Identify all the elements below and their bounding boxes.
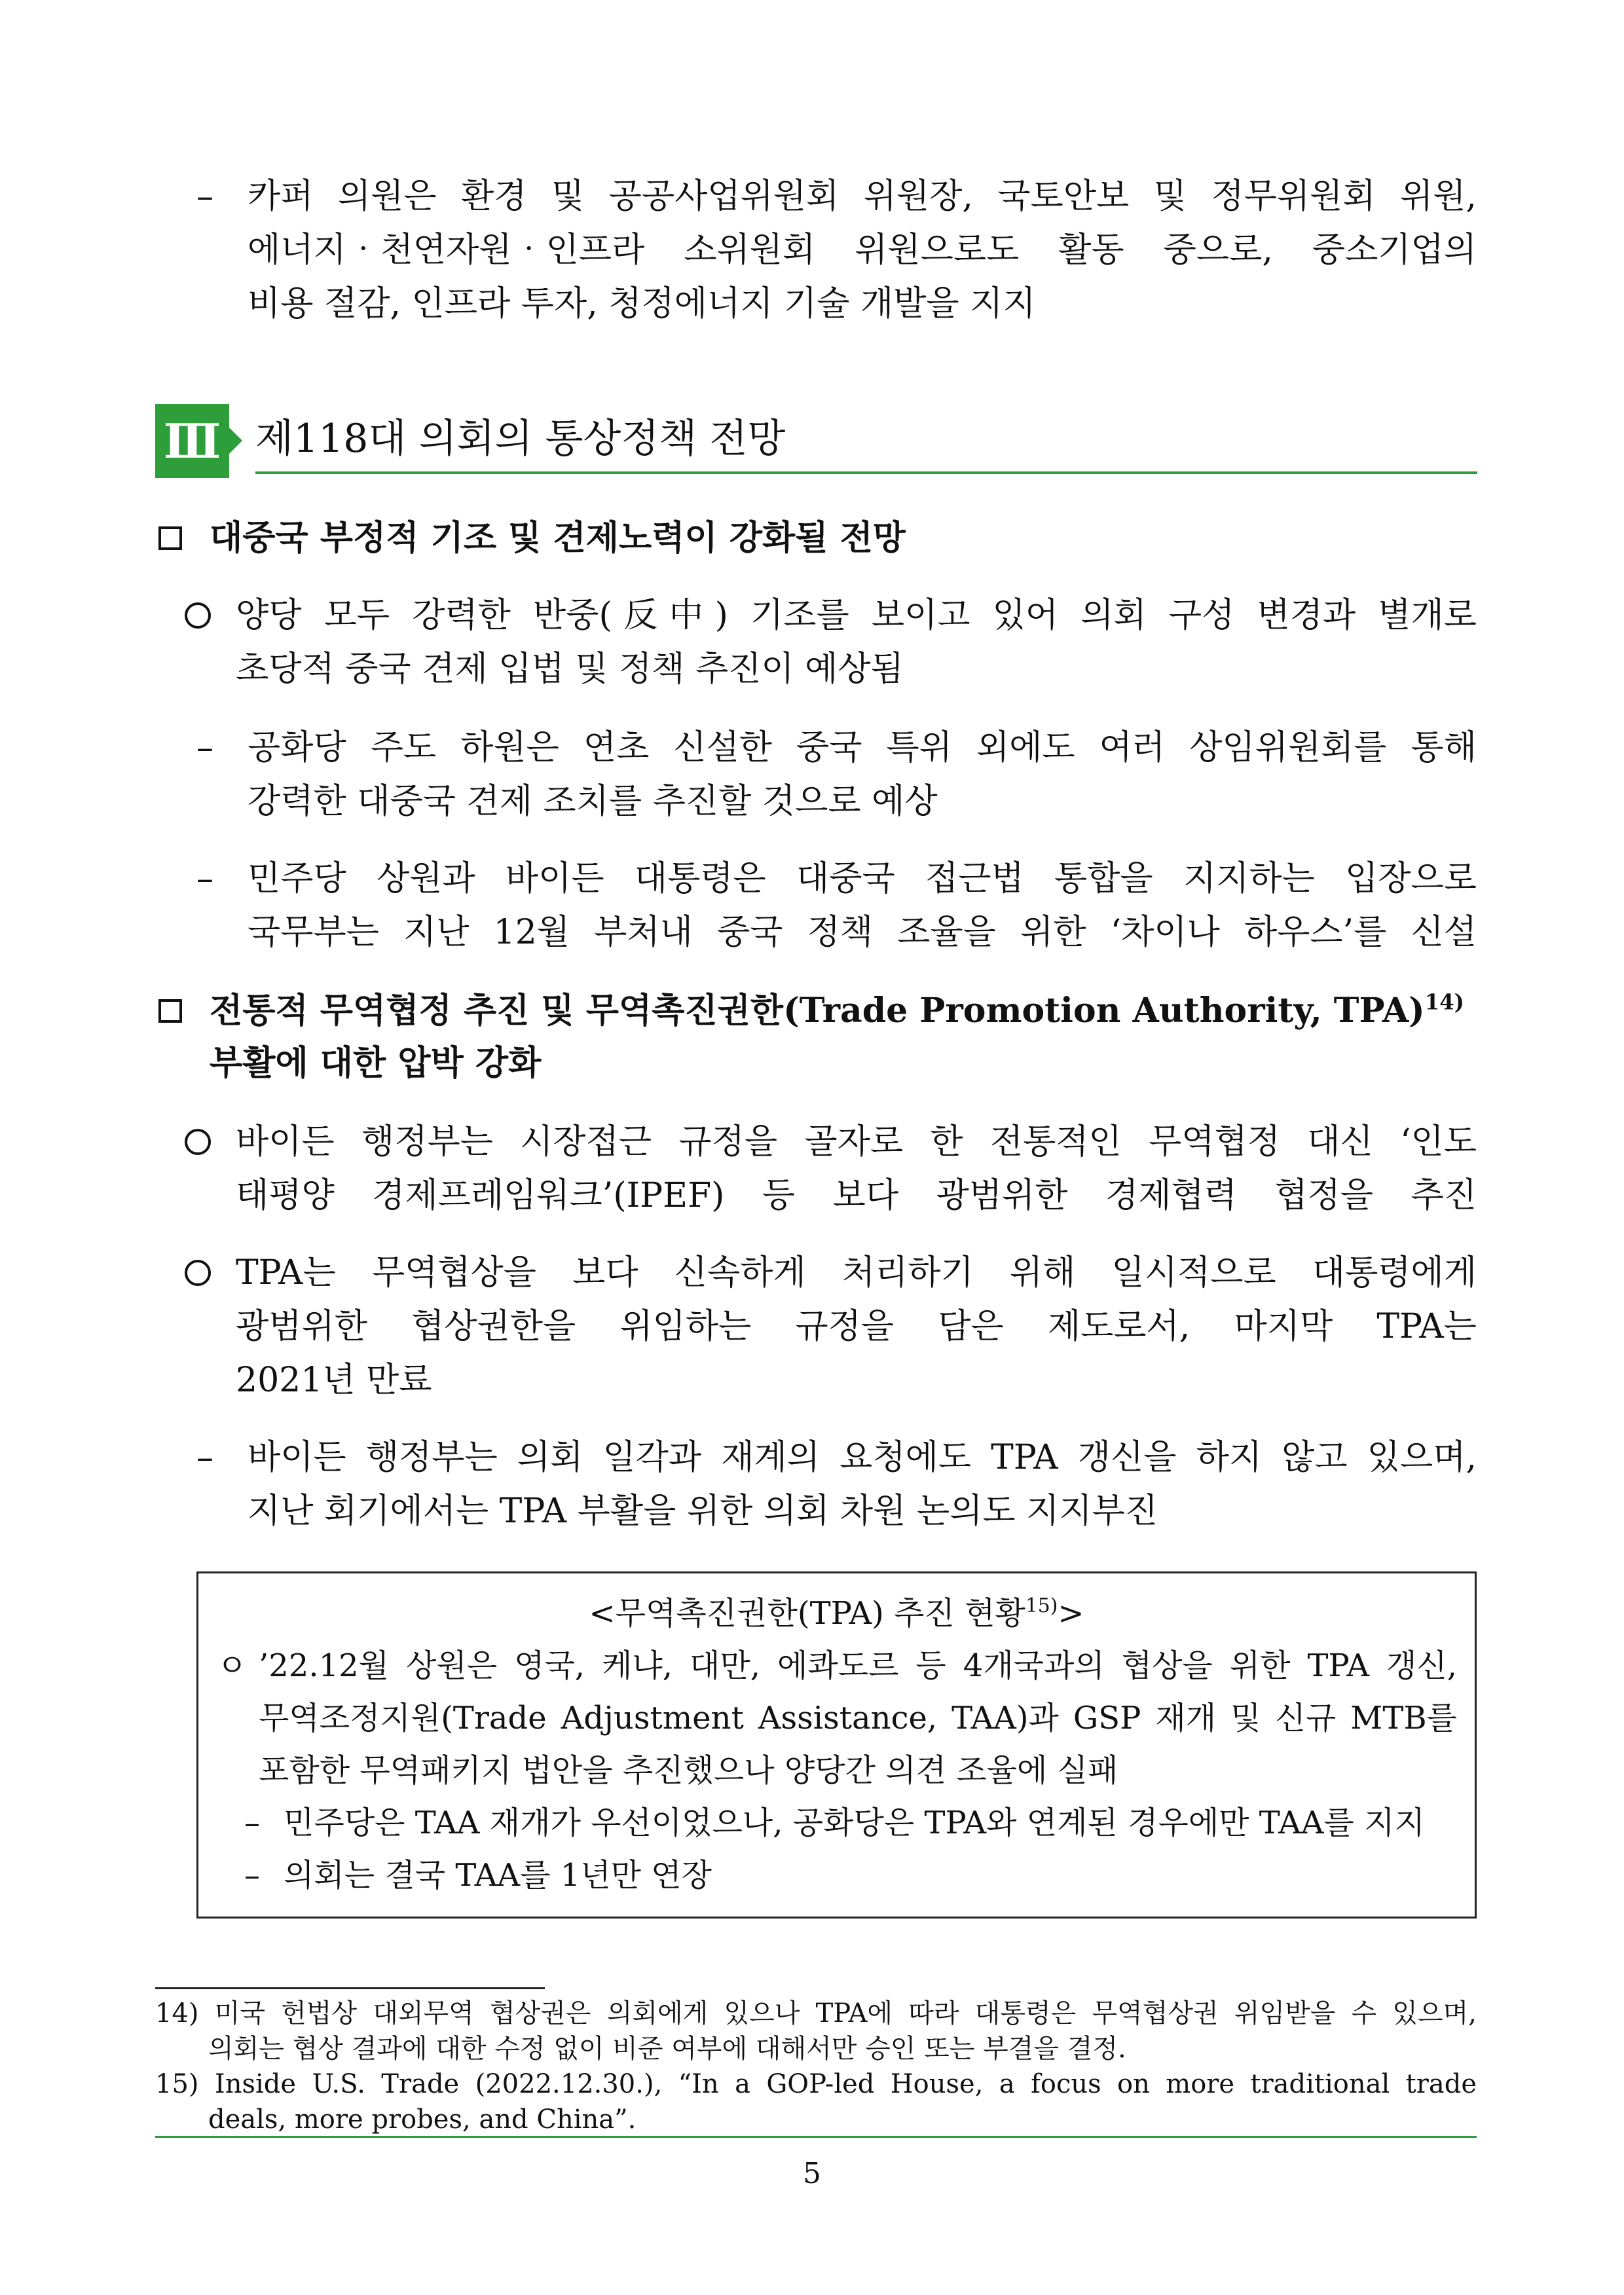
topic2-sub1-line2: 지난 회기에서는 TPA 부활을 위한 의회 차원 논의도 지지부진 [248, 1492, 1158, 1531]
footer-rule [155, 2136, 1477, 2138]
footnote-ref-15[interactable]: 15) [1025, 1594, 1058, 1618]
footnote-14-line1: 14) 미국 헌법상 대외무역 협상권은 의회에게 있으나 TPA에 따라 대통령은 무역협상권 위임받을 수 있으며, [155, 1998, 1477, 2029]
section-title: 제118대 의회의 통상정책 전망 [255, 416, 786, 462]
box-item1-line1: ’22.12월 상원은 영국, 케냐, 대만, 에콰도르 등 4개국과의 협상을 위한 TPA 갱신, [259, 1647, 1458, 1684]
topic2-sub1-line1: 바이든 행정부는 의회 일각과 재계의 요청에도 TPA 갱신을 하지 않고 있으며, [248, 1438, 1477, 1477]
square-bullet [158, 999, 182, 1023]
topic2-point2-line2: 광범위한 협상권한을 위임하는 규정을 담은 제도로서, 마지막 TPA는 [236, 1307, 1477, 1346]
circle-bullet [185, 1260, 211, 1286]
box-title-close: > [1058, 1595, 1084, 1632]
section-number-badge [155, 404, 229, 478]
square-bullet [158, 526, 182, 550]
topic1-point1-line1: 양당 모두 강력한 반중(反中) 기조를 보이고 있어 의회 구성 변경과 별개로 [236, 596, 1477, 635]
footnote-15-line1: 15) Inside U.S. Trade (2022.12.30.), “In a GOP-led House, a focus on more traditional trade [155, 2069, 1477, 2099]
dash-marker: – [196, 728, 213, 767]
footnote-ref-14[interactable]: 14) [1424, 989, 1464, 1015]
tpa-status-box [196, 1571, 1477, 1919]
intro-line-2: 에너지‧천연자원‧인프라 소위원회 위원으로도 활동 중으로, 중소기업의 [248, 230, 1477, 270]
box-sub2: 의회는 결국 TAA를 1년만 연장 [284, 1857, 712, 1894]
page-number: 5 [803, 2157, 821, 2190]
topic2-point2-line1: TPA는 무역협상을 보다 신속하게 처리하기 위해 일시적으로 대통령에게 [236, 1253, 1477, 1293]
box-item1-line3: 포함한 무역패키지 법안을 추진했으나 양당간 의견 조율에 실패 [259, 1752, 1118, 1789]
topic1-point1-line2: 초당적 중국 견제 입법 및 정책 추진이 예상됨 [236, 650, 904, 689]
box-item1-line2: 무역조정지원(Trade Adjustment Assistance, TAA)과 GSP 재개 및 신규 MTB를 [259, 1700, 1457, 1736]
topic2-heading-line2: 부활에 대한 압박 강화 [210, 1043, 542, 1083]
box-title-text: <무역촉진권한(TPA) 추진 현황 [589, 1595, 1025, 1632]
box-title [198, 1588, 1475, 1639]
footnote-separator [155, 1987, 545, 1989]
topic2-heading-text: 전통적 무역협정 추진 및 무역촉진권한(Trade Promotion Authority, TPA) [210, 991, 1425, 1031]
dash-marker: – [196, 859, 213, 898]
topic1-heading: 대중국 부정적 기조 및 견제노력이 강화될 전망 [210, 518, 906, 558]
dash-marker: – [196, 177, 213, 216]
section-title-underline [255, 471, 1477, 474]
topic2-heading-line1 [210, 985, 1464, 1037]
box-sub-dash: – [244, 1805, 260, 1841]
footnote-15-line2: deals, more probes, and China”. [208, 2104, 637, 2135]
topic2-point2-line3: 2021년 만료 [236, 1361, 432, 1400]
section-number: Ⅲ [163, 413, 221, 469]
topic2-point1-line2: 태평양 경제프레임워크’(IPEF) 등 보다 광범위한 경제협력 협정을 추진 [236, 1176, 1477, 1215]
box-bullet-marker: ㅇ [217, 1647, 248, 1684]
topic1-sub2-line1: 민주당 상원과 바이든 대통령은 대중국 접근법 통합을 지지하는 입장으로 [248, 859, 1477, 898]
footnote-14-line2: 의회는 협상 결과에 대한 수정 없이 비준 여부에 대해서만 승인 또는 부결을 결정. [208, 2034, 1126, 2064]
dash-marker: – [196, 1438, 213, 1477]
topic1-sub2-line2: 국무부는 지난 12월 부처내 중국 정책 조율을 위한 ‘차이나 하우스’를 신설 [248, 913, 1477, 952]
circle-bullet [185, 602, 211, 629]
intro-line-1: 카퍼 의원은 환경 및 공공사업위원회 위원장, 국토안보 및 정무위원회 위원, [248, 177, 1477, 216]
topic2-point1-line1: 바이든 행정부는 시장접근 규정을 골자로 한 전통적인 무역협정 대신 ‘인도 [236, 1122, 1477, 1162]
intro-line-3: 비용 절감, 인프라 투자, 청정에너지 기술 개발을 지지 [248, 284, 1036, 323]
circle-bullet [185, 1129, 211, 1155]
topic1-sub1-line2: 강력한 대중국 견제 조치를 추진할 것으로 예상 [248, 782, 938, 821]
box-sub1: 민주당은 TAA 재개가 우선이었으나, 공화당은 TPA와 연계된 경우에만 TAA를 지지 [284, 1805, 1425, 1841]
topic1-sub1-line1: 공화당 주도 하원은 연초 신설한 중국 특위 외에도 여러 상임위원회를 통해 [248, 728, 1477, 767]
box-sub-dash: – [244, 1857, 260, 1894]
